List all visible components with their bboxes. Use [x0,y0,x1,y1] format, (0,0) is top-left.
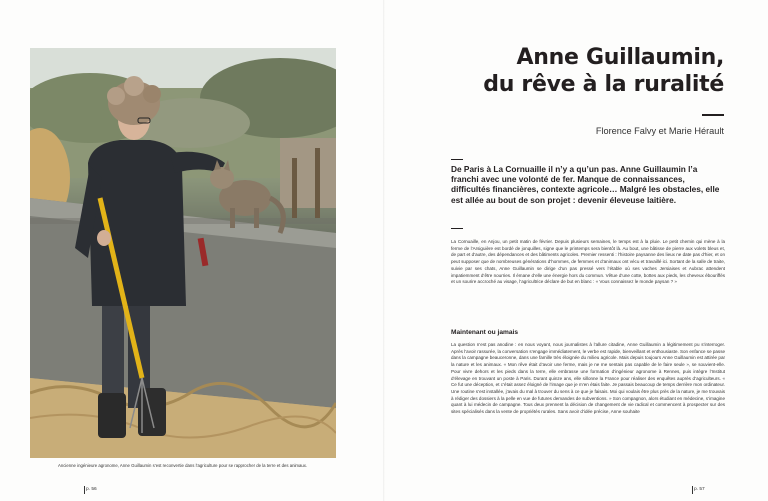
body-paragraph-1: La Cornuaille, en Anjou, un petit matin de février. Depuis plusieurs semaines, le temps est à la pluie. Le petit chemin qui mène à la ferme de l’Arsiguière est bordé de jonquilles, signe que le printemps sera bientôt là. Au bout, une bâtisse de pierre aux volets bleus et, de part et d’autre, des dépendances et des bâtiments agricoles. Premier ressenti : l’histoire paysanne des lieux ne date pas d’hier, et on peut supposer que de nombreuses générations d’hommes, de femmes et d’animaux ont vécu et travaillé ici. Sortant de la salle de traite, suivie par ses chats, Anne Guillaumin se dirige d’un pas pressé vers l’étable où ses vaches Jersiaises et Aubrac attendent impatiemment d’être nourries. Il émane d’elle une énergie hors du commun. Vêtue d’une cotte, bottes aux pieds, les cheveux ébouriffés et un sourire accroché au visage, l’agricultrice déclare de but en blanc : « Vous connaissez le monde paysan ? » [451,239,725,285]
body-rule [451,228,463,229]
article-authors: Florence Falvy et Marie Hérault [595,126,724,136]
article-photo [30,48,336,458]
page-number-right: p. 57 [694,487,705,492]
folio-bar-left [84,486,85,494]
article-lead: De Paris à La Cornuaille il n’y a qu’un pas. Anne Guillaumin l’a franchi avec une volonté de fer. Manque de connaissances, difficultés financières, contexte agricole… Malgré les obstacles, elle est allée au bout de son projet : devenir éleveuse laitière. [451,164,720,205]
section-subhead: Maintenant ou jamais [451,329,519,336]
body-paragraph-2: La question n’est pas anodine : en nous voyant, nous journalistes à l’allure citadine, Anne Guillaumin a légitimement pu s’interroger. Après l’avoir rassurée, la conversation s’engage immédiatement, le verbe est rapide, bienveillant et enthousiaste. Son enfance se passe dans la campagne beauceronne, dans une famille très éloignée du milieu agricole. Mais depuis toujours Anne Guillaumin est attirée par la nature et les animaux. « Mon rêve était d’avoir une ferme, mais je ne me sentais pas capable de le faire seule », se souvient-elle. Pour vivre dehors et les pieds dans la terre, elle embrasse une formation d’ingénieur agronome à Rennes, puis intègre l’Institut d’élevage en trouvant un poste à Paris. Durant quinze ans, elle sillonne la France pour réaliser des enquêtes auprès d’agriculteurs. « Ce fut une déception, et c’était assez éloigné de l’image que je m’en étais faite. Je passais beaucoup de temps derrière mon ordinateur. Une routine s’est installée, j’avais du mal à trouver du sens à ce que je faisais. Moi qui voulais être plus près de la nature, je me trouvais à rédiger des dossiers à la pelle en vue de futures demandes de subventions. » Son compagnon, alors étudiant en médecine, s’imagine quant à lui médecin de campagne. Tous deux prennent la décision de changement de vie radical et commencent à prospecter sur des sites spécialisés dans la vente de propriétés rurales. Sans avoir d’idée précise, Anne souhaite [451,342,725,415]
page-gutter [383,0,385,501]
article-title-line-2: du rêve à la ruralité [483,72,724,97]
photo-caption: Ancienne ingénieure agronome, Anne Guillaumin s’est reconvertie dans l’agriculture pour se rapprocher de la terre et des animaux. [58,463,308,468]
article-title-line-1: Anne Guillaumin, [516,45,724,70]
chapo-rule [451,159,463,160]
farmer-with-cat-illustration [30,48,336,458]
title-rule [702,114,724,116]
page-number-left: p. 56 [86,487,97,492]
article-title [420,44,724,98]
folio-bar-right [692,486,693,494]
